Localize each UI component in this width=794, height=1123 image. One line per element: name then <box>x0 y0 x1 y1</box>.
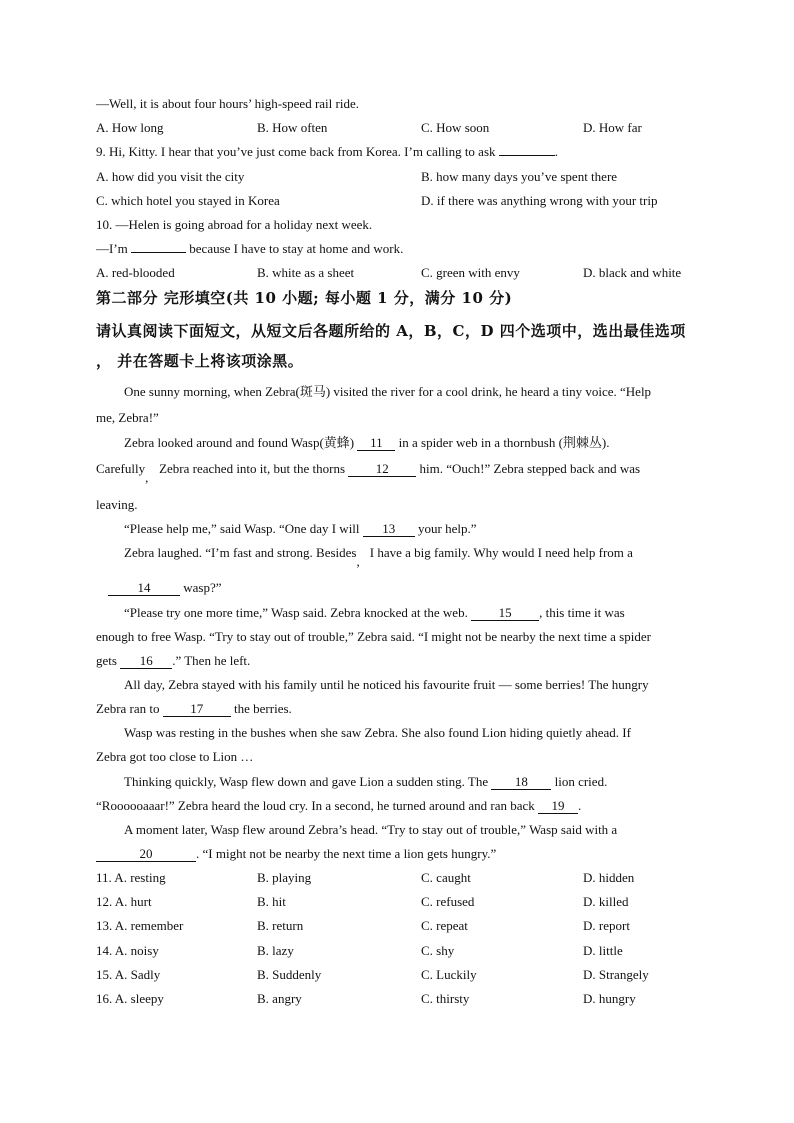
q10-option-d: D. black and white <box>583 265 682 280</box>
blank-16: 16 <box>120 654 172 669</box>
choice-15-b: B. Suddenly <box>257 967 322 982</box>
choice-12-b: B. hit <box>257 894 286 909</box>
q8-answer-line: —Well, it is about four hours’ high-speed rail ride. <box>96 96 359 111</box>
choice-11-c: C. caught <box>421 870 471 885</box>
passage-p4-line2: 14 wasp?” <box>108 580 222 596</box>
choice-14-c: C. shy <box>421 943 455 958</box>
stray-comma: , <box>145 470 149 485</box>
choice-11-d: D. hidden <box>583 870 635 885</box>
section2-instruction-1: 请认真阅读下面短文，从短文后各题所给的 A，B，C，D 四个选项中，选出最佳选项 <box>96 322 686 340</box>
passage-p4-line1: Zebra laughed. “I’m fast and strong. Besides, I have a big family. Why would I need help from a <box>124 545 633 569</box>
q10-blank <box>131 252 186 253</box>
choice-14-d: D. little <box>583 943 623 958</box>
choice-15-a: 15. A. Sadly <box>96 967 161 982</box>
passage-p1-line2: me, Zebra!” <box>96 410 159 425</box>
passage-p8-line2: “Roooooaaar!” Zebra heard the loud cry. In a second, he turned around and ran back 19 . <box>96 798 582 813</box>
choice-13-d: D. report <box>583 918 630 933</box>
q9-stem: 9. Hi, Kitty. I hear that you’ve just come back from Korea. I’m calling to ask . <box>96 144 559 159</box>
passage-p5-line3: gets 16 .” Then he left. <box>96 653 251 668</box>
choice-16-d: D. hungry <box>583 991 636 1006</box>
choice-12-c: C. refused <box>421 894 475 909</box>
choice-15-c: C. Luckily <box>421 967 477 982</box>
blank-11: 11 <box>357 436 395 451</box>
q8-option-b: B. How often <box>257 120 328 135</box>
passage-p2-line3: leaving. <box>96 497 138 512</box>
passage-p3: “Please help me,” said Wasp. “One day I will 13 your help.” <box>124 521 477 536</box>
stray-comma-2: , <box>356 554 360 569</box>
choice-14-a: 14. A. noisy <box>96 943 159 958</box>
q9-option-c: C. which hotel you stayed in Korea <box>96 193 280 208</box>
q10-reply: —I’m because I have to stay at home and work. <box>96 241 404 256</box>
choice-12-d: D. killed <box>583 894 629 909</box>
blank-19: 19 <box>538 799 578 814</box>
blank-15: 15 <box>471 606 539 621</box>
q8-option-d: D. How far <box>583 120 642 135</box>
q9-option-d: D. if there was anything wrong with your trip <box>421 193 658 208</box>
choice-14-b: B. lazy <box>257 943 294 958</box>
passage-p9-line1: A moment later, Wasp flew around Zebra’s head. “Try to stay out of trouble,” Wasp said with a <box>124 822 618 837</box>
choice-16-a: 16. A. sleepy <box>96 991 164 1006</box>
passage-p5-line1: “Please try one more time,” Wasp said. Zebra knocked at the web. 15 , this time it was <box>124 605 625 620</box>
choice-12-a: 12. A. hurt <box>96 894 152 909</box>
passage-p5-line2: enough to free Wasp. “Try to stay out of trouble,” Zebra said. “I might not be nearby the next time a spider <box>96 629 651 644</box>
q8-option-a: A. How long <box>96 120 164 135</box>
choice-15-d: D. Strangely <box>583 967 649 982</box>
passage-p2-line2: Carefully,Zebra reached into it, but the thorns 12 him. “Ouch!” Zebra stepped back and was <box>96 461 641 485</box>
q9-option-a: A. how did you visit the city <box>96 169 245 184</box>
blank-13: 13 <box>363 522 415 537</box>
choice-13-c: C. repeat <box>421 918 468 933</box>
blank-17: 17 <box>163 702 231 717</box>
blank-12: 12 <box>348 462 416 477</box>
q10-option-b: B. white as a sheet <box>257 265 355 280</box>
q10-stem: 10. —Helen is going abroad for a holiday next week. <box>96 217 373 232</box>
passage-p6-line1: All day, Zebra stayed with his family until he noticed his favourite fruit — some berries! The hungry <box>124 677 649 692</box>
choice-16-b: B. angry <box>257 991 302 1006</box>
passage-p8-line1: Thinking quickly, Wasp flew down and gave Lion a sudden sting. The 18 lion cried. <box>124 774 608 789</box>
q8-option-c: C. How soon <box>421 120 490 135</box>
section2-instruction-2: ， 并在答题卡上将该项涂黑。 <box>96 352 304 370</box>
choice-13-b: B. return <box>257 918 304 933</box>
passage-p9-line2: 20 . “I might not be nearby the next time a lion gets hungry.” <box>96 846 496 862</box>
q9-blank <box>499 155 555 156</box>
passage-p2-line1: Zebra looked around and found Wasp(黄蜂) 11 in a spider web in a thornbush (荆棘丛). <box>124 435 610 450</box>
blank-18: 18 <box>491 775 551 790</box>
passage-p6-line2: Zebra ran to 17 the berries. <box>96 701 292 716</box>
blank-20: 20 <box>96 847 196 862</box>
passage-p1-line1: One sunny morning, when Zebra(斑马) visited the river for a cool drink, he heard a tiny voice. “Help <box>124 384 652 399</box>
section2-title: 第二部分 完形填空(共 10 小题; 每小题 1 分，满分 10 分) <box>96 289 513 307</box>
choice-11-a: 11. A. resting <box>96 870 166 885</box>
q10-option-a: A. red-blooded <box>96 265 175 280</box>
q10-option-c: C. green with envy <box>421 265 520 280</box>
q9-option-b: B. how many days you’ve spent there <box>421 169 618 184</box>
choice-13-a: 13. A. remember <box>96 918 184 933</box>
blank-14: 14 <box>108 581 180 596</box>
passage-p7-line2: Zebra got too close to Lion … <box>96 749 254 764</box>
choice-11-b: B. playing <box>257 870 312 885</box>
passage-p7-line1: Wasp was resting in the bushes when she saw Zebra. She also found Lion hiding quietly ahead. If <box>124 725 631 740</box>
choice-16-c: C. thirsty <box>421 991 470 1006</box>
